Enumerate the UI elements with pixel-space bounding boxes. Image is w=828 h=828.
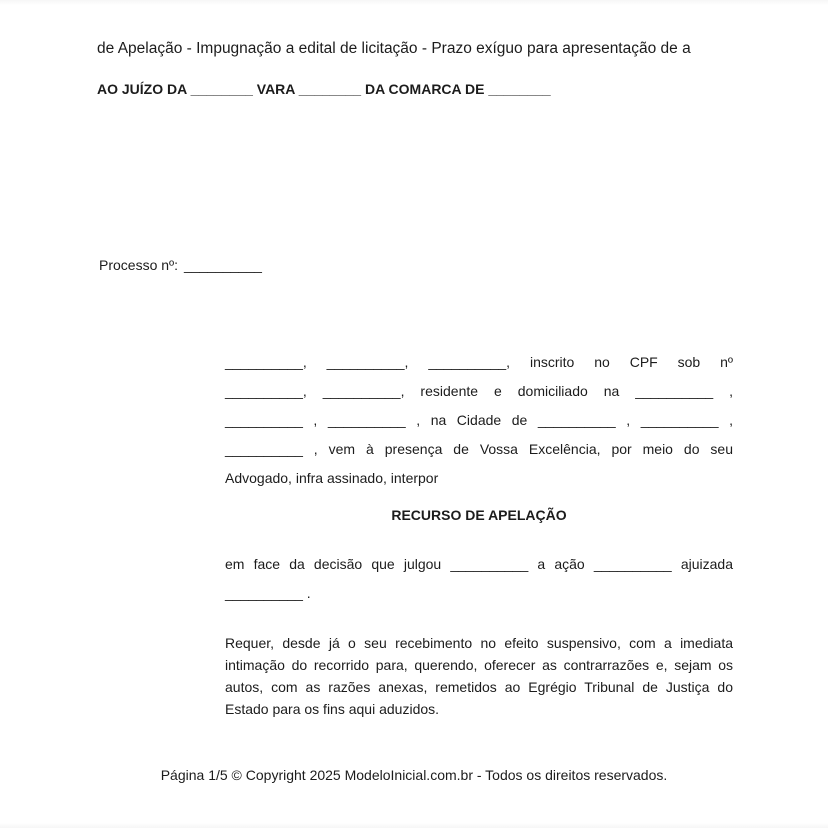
document-body — [225, 348, 733, 720]
request-line-4: Estado para os fins aqui aduzidos. — [225, 701, 440, 717]
qualification-line-1: __________, __________, __________, inscrito no CPF sob nº — [225, 354, 733, 370]
qualification-line-4: __________ , vem à presença de Vossa Excelência, por meio do seu — [225, 441, 733, 457]
court-addressee-line: AO JUÍZO DA ________ VARA ________ DA COMARCA DE ________ — [97, 81, 551, 97]
process-number-label: Processo nº: — [99, 257, 179, 273]
qualification-line-3: __________ , __________ , na Cidade de __________ , __________ , — [225, 412, 733, 428]
against-line-2: __________ . — [225, 585, 311, 601]
request-line-3: autos, com as razões anexas, remetidos ao Egrégio Tribunal de Justiça do — [225, 679, 733, 695]
request-line-1: Requer, desde já o seu recebimento no efeito suspensivo, com a imediata — [225, 635, 733, 651]
page-footer-copyright: Página 1/5 © Copyright 2025 ModeloInicial.com.br - Todos os direitos reservados. — [160, 767, 668, 783]
qualification-line-5: Advogado, infra assinado, interpor — [225, 470, 439, 486]
document-title-clipped: de Apelação - Impugnação a edital de licitação - Prazo exíguo para apresentação de a — [97, 40, 691, 57]
qualification-line-2: __________, __________, residente e domiciliado na __________ , — [225, 383, 733, 399]
process-number-line — [99, 257, 262, 273]
appeal-heading: RECURSO DE APELAÇÃO — [391, 507, 567, 523]
against-line-1: em face da decisão que julgou __________ a ação __________ ajuizada — [225, 556, 733, 572]
against-decision-paragraph — [225, 550, 733, 608]
request-paragraph — [225, 632, 733, 720]
party-qualification-paragraph — [225, 348, 733, 493]
request-line-2: intimação do recorrido para, querendo, oferecer as contrarrazões e, sejam os — [225, 657, 733, 673]
process-number-blank: __________ — [184, 257, 262, 273]
